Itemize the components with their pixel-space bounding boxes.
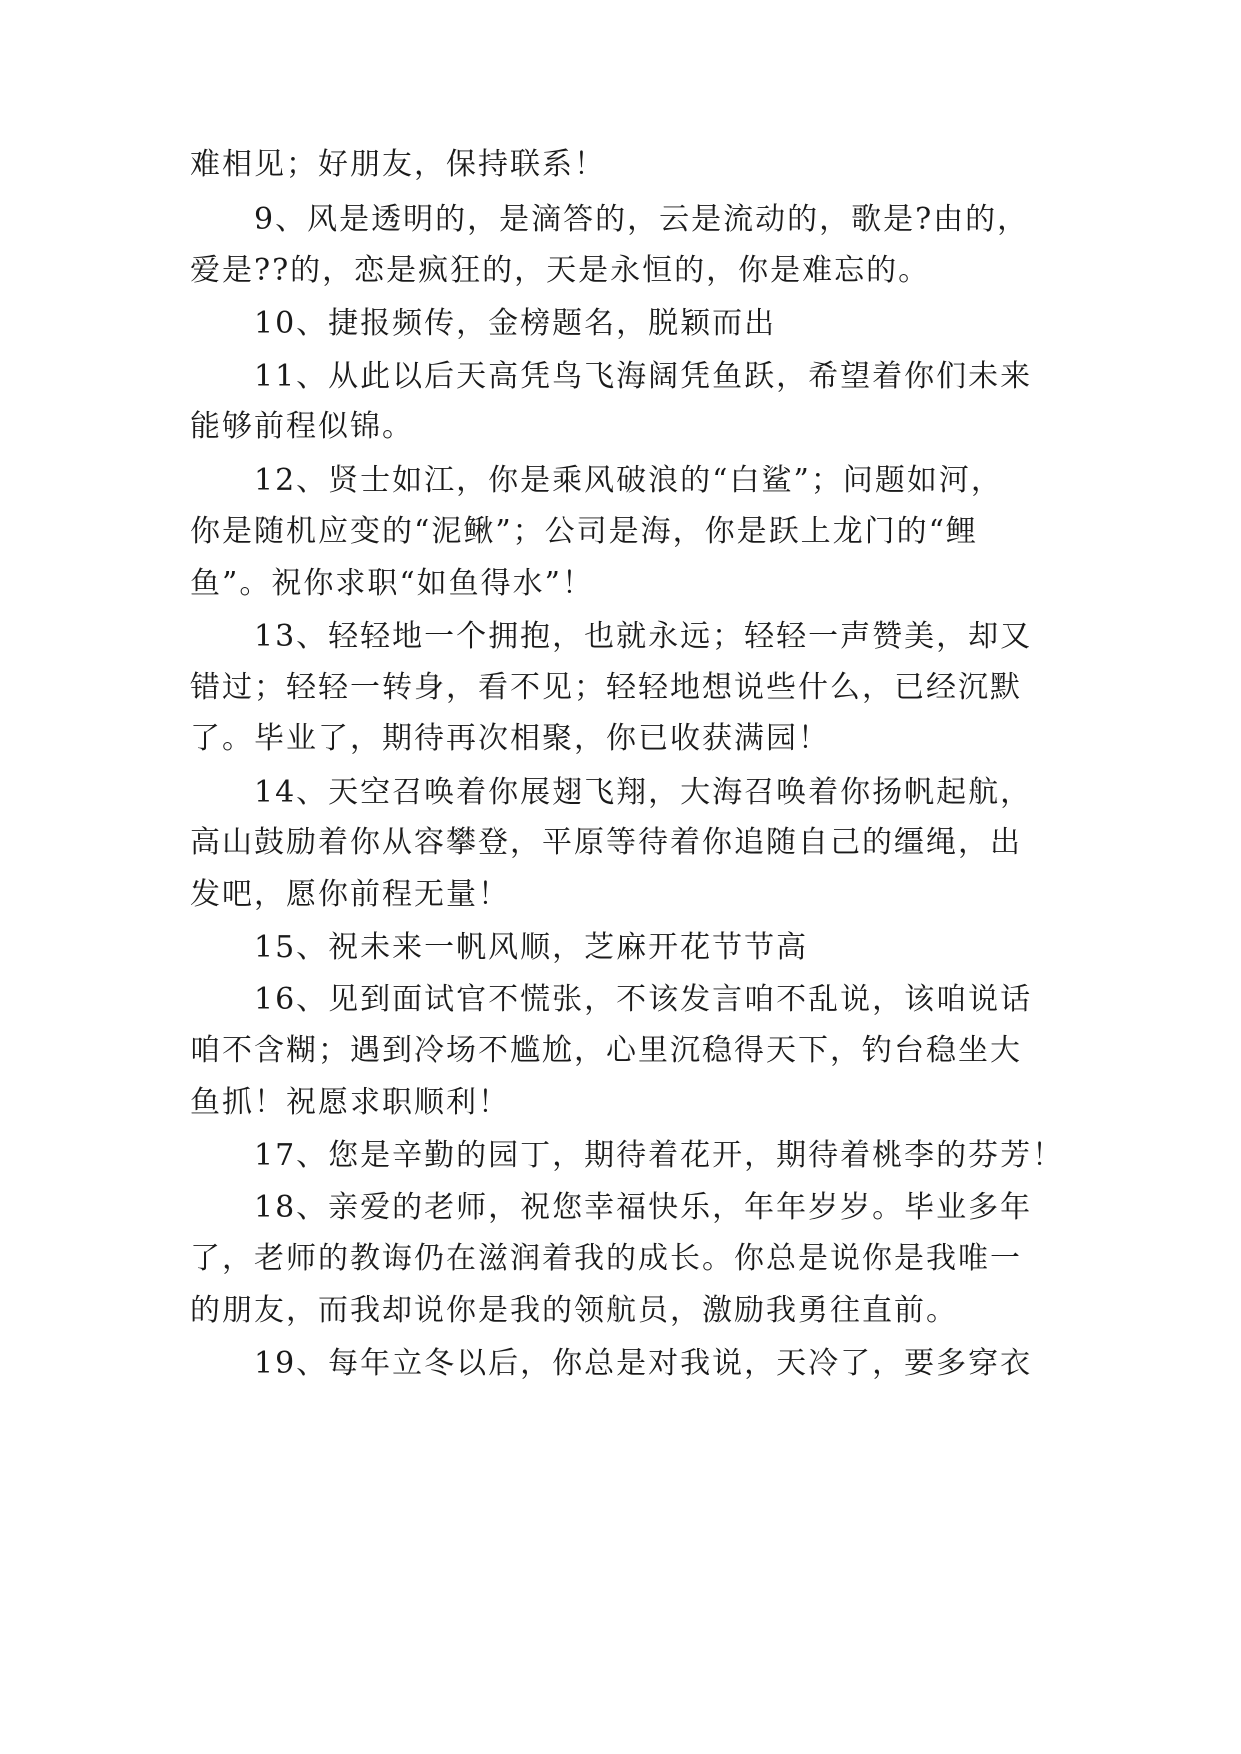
text-line: 咱不含糊；遇到冷场不尴尬，心里沉稳得天下，钓台稳坐大 [190,1033,1022,1068]
text-line: 17、您是辛勤的园丁，期待着花开，期待着桃李的芬芳！ [254,1138,1065,1173]
text-line: 了。毕业了，期待再次相聚，你已收获满园！ [190,721,830,756]
text-line: 的朋友，而我却说你是我的领航员，激励我勇往直前。 [190,1293,958,1328]
text-line: 你是随机应变的“泥鳅”；公司是海，你是跃上龙门的“鲤 [190,514,979,549]
text-line: 鱼”。祝你求职“如鱼得水”！ [190,566,595,601]
text-line: 14、天空召唤着你展翅飞翔，大海召唤着你扬帆起航， [254,775,1033,810]
text-line: 高山鼓励着你从容攀登，平原等待着你追随自己的缰绳，出 [190,825,1022,860]
text-line: 15、祝未来一帆风顺，芝麻开花节节高 [254,930,809,965]
text-line: 了，老师的教诲仍在滋润着我的成长。你总是说你是我唯一 [190,1241,1022,1276]
text-line: 16、见到面试官不慌张，不该发言咱不乱说，该咱说话 [254,982,1033,1017]
text-line: 11、从此以后天高凭鸟飞海阔凭鱼跃，希望着你们未来 [254,359,1033,394]
text-line: 错过；轻轻一转身，看不见；轻轻地想说些什么，已经沉默 [190,670,1022,705]
text-line: 难相见；好朋友，保持联系！ [190,147,606,182]
text-line: 发吧，愿你前程无量！ [190,877,510,912]
text-line: 18、亲爱的老师，祝您幸福快乐，年年岁岁。毕业多年 [254,1190,1033,1225]
text-line: 10、捷报频传，金榜题名，脱颖而出 [254,306,777,341]
text-line: 爱是??的，恋是疯狂的，天是永恒的，你是难忘的。 [190,253,931,288]
text-line: 12、贤士如江，你是乘风破浪的“白鲨”；问题如河， [254,463,1003,498]
text-line: 13、轻轻地一个拥抱，也就永远；轻轻一声赞美，却又 [254,619,1033,654]
text-line: 19、每年立冬以后，你总是对我说，天冷了，要多穿衣 [254,1346,1033,1381]
text-line: 能够前程似锦。 [190,409,414,444]
text-line: 鱼抓！祝愿求职顺利！ [190,1085,510,1120]
text-line: 9、风是透明的，是滴答的，云是流动的，歌是?由的， [254,202,1030,237]
